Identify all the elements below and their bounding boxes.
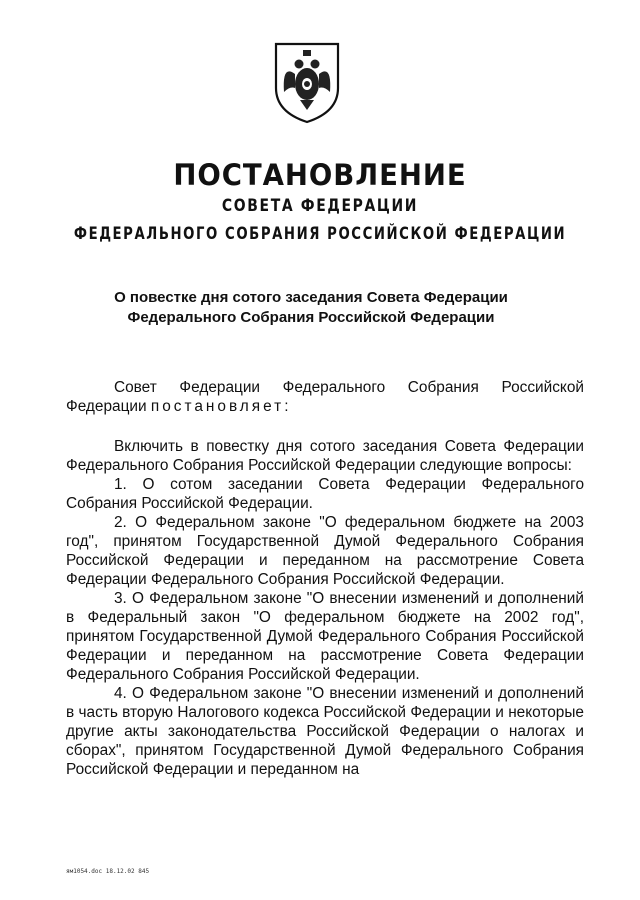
resolution-body bbox=[66, 437, 584, 779]
preamble-text: Совет Федерации Федерального Собрания Российской Федерации bbox=[66, 379, 584, 415]
agenda-item: 3. О Федеральном законе "О внесении изменений и дополнений в Федеральный закон "О федеральном бюджете на 2002 год", принятом Государственной Думой Федерального Собрания Российской Федерации и переданном на рассмотрение Совета Федерации Федерального Собрания Российской Федерации. bbox=[66, 590, 584, 683]
preamble bbox=[66, 378, 584, 416]
issuing-body-line2: ФЕДЕРАЛЬНОГО СОБРАНИЯ РОССИЙСКОЙ ФЕДЕРАЦИИ bbox=[73, 224, 567, 244]
preamble-verb: постановляет: bbox=[150, 398, 292, 415]
agenda-item: 2. О Федеральном законе "О федеральном бюджете на 2003 год", принятом Государственной Думой Федерального Собрания Российской Федерации и переданном на рассмотрение Совета Федерации Федерального Собрания Российской Федерации. bbox=[66, 514, 584, 588]
intro-paragraph: Включить в повестку дня сотого заседания Совета Федерации Федерального Собрания Российской Федерации следующие вопросы: bbox=[66, 438, 584, 474]
agenda-item: 4. О Федеральном законе "О внесении изменений и дополнений в часть вторую Налогового кодекса Российской Федерации и некоторые другие акты законодательства Российской Федерации о налогах и сборах", принятом Государственной Думой Федерального Собрания Российской Федерации и переданном на bbox=[66, 685, 584, 778]
issuing-body-line1: СОВЕТА ФЕДЕРАЦИИ bbox=[221, 196, 419, 216]
russian-coat-of-arms-icon bbox=[272, 40, 342, 124]
subject-line1: О повестке дня сотого заседания Совета Федерации bbox=[114, 289, 508, 306]
file-code: ям1054.doc 18.12.02 845 bbox=[66, 868, 150, 875]
document-subject bbox=[96, 288, 526, 328]
document-title: ПОСТАНОВЛЕНИЕ bbox=[173, 158, 467, 192]
subject-line2: Федерального Собрания Российской Федерации bbox=[127, 309, 495, 326]
agenda-item: 1. О сотом заседании Совета Федерации Федерального Собрания Российской Федерации. bbox=[66, 476, 584, 512]
